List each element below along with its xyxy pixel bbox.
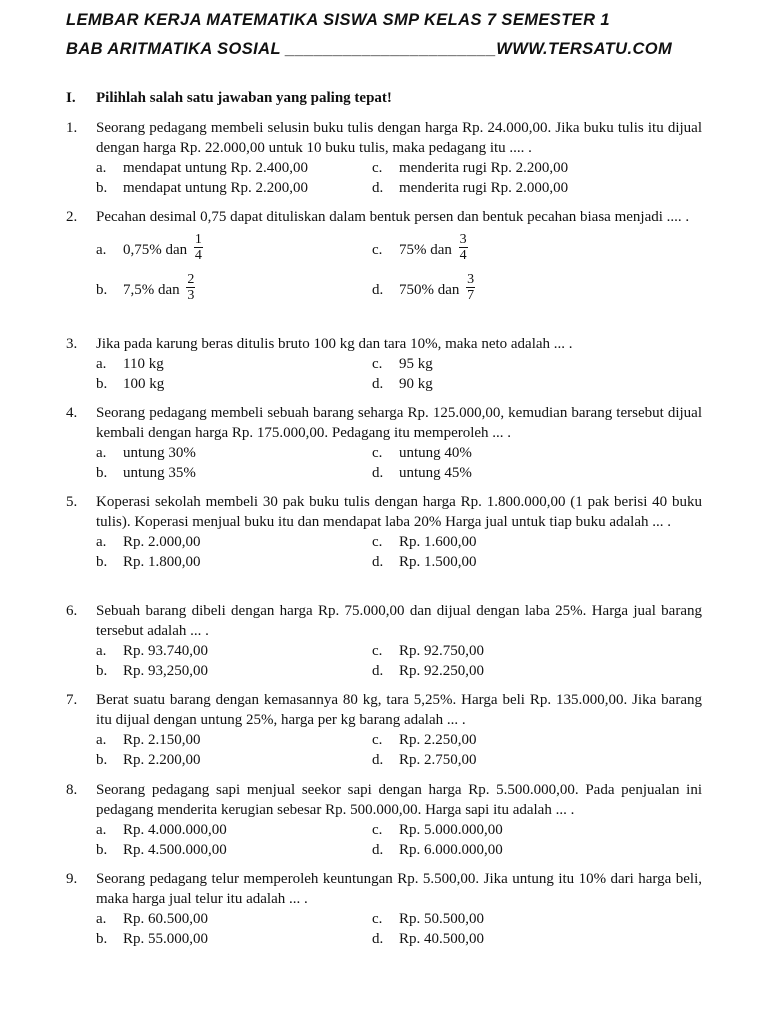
fraction-numerator: 3 <box>467 272 475 287</box>
fraction <box>459 232 468 263</box>
option-text: Rp. 4.500.000,00 <box>123 842 227 858</box>
option-d[interactable] <box>372 272 475 306</box>
option-d[interactable] <box>372 840 503 860</box>
option-text: Rp. 2.750,00 <box>399 752 477 768</box>
option-letter: d. <box>372 465 384 481</box>
option-text: Rp. 5.000.000,00 <box>399 822 503 838</box>
option-b[interactable] <box>96 272 195 306</box>
option-letter: a. <box>96 534 107 550</box>
option-text: untung 40% <box>399 445 472 461</box>
option-letter: d. <box>372 376 384 392</box>
option-letter: a. <box>96 911 107 927</box>
section-instruction: Pilihlah salah satu jawaban yang paling tepat! <box>96 90 392 106</box>
option-letter: b. <box>96 281 108 298</box>
answer-options <box>96 354 702 394</box>
option-d[interactable] <box>372 178 568 198</box>
option-b[interactable] <box>96 552 201 572</box>
question-4 <box>66 403 702 483</box>
fraction <box>194 232 203 263</box>
option-letter: b. <box>96 752 108 768</box>
answer-options <box>96 443 702 483</box>
option-a[interactable] <box>96 158 308 178</box>
fraction-numerator: 1 <box>194 232 202 247</box>
question-7 <box>66 690 702 770</box>
answer-options <box>96 641 702 681</box>
option-text: Rp. 4.000.000,00 <box>123 822 227 838</box>
option-letter: a. <box>96 356 107 372</box>
fraction-denominator: 4 <box>459 248 467 263</box>
fraction-numerator: 3 <box>459 232 467 247</box>
option-letter: b. <box>96 931 108 947</box>
fraction-denominator: 3 <box>187 288 195 303</box>
option-a[interactable] <box>96 354 164 374</box>
option-d[interactable] <box>372 661 484 681</box>
option-b[interactable] <box>96 178 308 198</box>
option-text: Rp. 55.000,00 <box>123 931 209 947</box>
option-letter: a. <box>96 732 107 748</box>
question-number: 8. <box>66 782 78 798</box>
option-c[interactable] <box>372 158 568 178</box>
question-3 <box>66 334 702 394</box>
option-a[interactable] <box>96 820 227 840</box>
option-c[interactable] <box>372 641 484 661</box>
option-text: untung 45% <box>399 465 472 481</box>
option-letter: b. <box>96 376 108 392</box>
option-text: Rp. 2.150,00 <box>123 732 201 748</box>
fraction <box>466 272 475 303</box>
option-text: mendapat untung Rp. 2.200,00 <box>123 180 308 196</box>
question-text: Seorang pedagang sapi menjual seekor sapi dengan harga Rp. 5.500.000,00. Pada penjualan ini pedagang menderita kerugian sebesar Rp. 500.000,00. Harga sapi itu adalah ... . <box>96 782 702 818</box>
option-letter: b. <box>96 663 108 679</box>
question-number: 4. <box>66 405 78 421</box>
answer-options <box>96 820 702 860</box>
option-text: Rp. 92.750,00 <box>399 643 485 659</box>
option-letter: d. <box>372 554 384 570</box>
option-text: Rp. 2.000,00 <box>123 534 201 550</box>
option-a[interactable] <box>96 909 208 929</box>
question-number: 3. <box>66 336 78 352</box>
option-letter: b. <box>96 180 108 196</box>
option-text: Rp. 93.740,00 <box>123 643 209 659</box>
option-letter: a. <box>96 160 107 176</box>
option-text: 90 kg <box>399 376 433 392</box>
option-text: 110 kg <box>123 356 164 372</box>
fraction-numerator: 2 <box>187 272 195 287</box>
option-b[interactable] <box>96 463 196 483</box>
option-letter: c. <box>372 822 383 838</box>
fraction-denominator: 4 <box>194 248 202 263</box>
question-text: Seorang pedagang membeli sebuah barang seharga Rp. 125.000,00, kemudian barang tersebut dijual kembali dengan harga Rp. 175.000,00. Pedagang itu memperoleh ... . <box>96 405 702 441</box>
option-a[interactable] <box>96 730 201 750</box>
answer-options <box>96 227 702 307</box>
option-text: 0,75% dan <box>123 241 188 258</box>
question-text: Sebuah barang dibeli dengan harga Rp. 75.000,00 dan dijual dengan laba 25%. Harga jual barang tersebut adalah ... . <box>96 603 702 639</box>
option-text: 7,5% dan <box>123 281 180 298</box>
option-text: untung 30% <box>123 445 196 461</box>
option-letter: b. <box>96 465 108 481</box>
option-d[interactable] <box>372 750 477 770</box>
question-text: Pecahan desimal 0,75 dapat dituliskan dalam bentuk persen dan bentuk pecahan biasa menjadi .... . <box>96 209 690 225</box>
option-letter: d. <box>372 180 384 196</box>
question-text: Berat suatu barang dengan kemasannya 80 kg, tara 5,25%. Harga beli Rp. 135.000,00. Jika barang itu dijual dengan untung 25%, harga per kg barang adalah ... . <box>96 692 702 728</box>
question-text: Koperasi sekolah membeli 30 pak buku tulis dengan harga Rp. 1.800.000,00 (1 pak berisi 40 buku tulis). Koperasi menjual buku itu dan mendapat laba 20% Harga jual untuk tiap buku adalah ... . <box>96 494 702 530</box>
option-letter: d. <box>372 752 384 768</box>
option-a[interactable] <box>96 232 203 266</box>
option-text: Rp. 1.600,00 <box>399 534 477 550</box>
option-b[interactable] <box>96 750 201 770</box>
option-text: mendapat untung Rp. 2.400,00 <box>123 160 308 176</box>
option-d[interactable] <box>372 929 484 949</box>
question-number: 2. <box>66 209 78 225</box>
option-letter: a. <box>96 241 107 258</box>
question-text: Seorang pedagang membeli selusin buku tulis dengan harga Rp. 24.000,00. Jika buku tulis itu dijual dengan harga Rp. 22.000,00 untuk 10 buku tulis, maka pedagang itu .... . <box>96 120 702 156</box>
option-c[interactable] <box>372 532 477 552</box>
option-text: Rp. 1.800,00 <box>123 554 201 570</box>
option-d[interactable] <box>372 552 477 572</box>
option-c[interactable] <box>372 820 503 840</box>
option-text: Rp. 1.500,00 <box>399 554 477 570</box>
option-c[interactable] <box>372 443 472 463</box>
question-text: Jika pada karung beras ditulis bruto 100 kg dan tara 10%, maka neto adalah ... . <box>96 336 573 352</box>
option-letter: d. <box>372 931 384 947</box>
option-letter: c. <box>372 445 383 461</box>
option-c[interactable] <box>372 354 433 374</box>
option-text: Rp. 6.000.000,00 <box>399 842 503 858</box>
option-text: menderita rugi Rp. 2.000,00 <box>399 180 569 196</box>
option-letter: c. <box>372 911 383 927</box>
option-letter: d. <box>372 842 384 858</box>
option-text: Rp. 2.250,00 <box>399 732 477 748</box>
question-8 <box>66 780 702 860</box>
answer-options <box>96 532 702 572</box>
option-text: 75% dan <box>399 241 452 258</box>
option-letter: c. <box>372 732 383 748</box>
option-b[interactable] <box>96 929 208 949</box>
option-text: menderita rugi Rp. 2.200,00 <box>399 160 569 176</box>
option-a[interactable] <box>96 443 196 463</box>
question-number: 7. <box>66 692 78 708</box>
option-text: untung 35% <box>123 465 196 481</box>
option-letter: c. <box>372 160 383 176</box>
option-b[interactable] <box>96 840 227 860</box>
option-letter: c. <box>372 643 383 659</box>
answer-options <box>96 909 702 949</box>
section-heading <box>66 90 392 107</box>
option-text: 95 kg <box>399 356 433 372</box>
question-number: 1. <box>66 120 78 136</box>
option-c[interactable] <box>372 909 484 929</box>
option-letter: a. <box>96 445 107 461</box>
option-letter: c. <box>372 534 383 550</box>
question-number: 6. <box>66 603 78 619</box>
option-letter: d. <box>372 281 384 298</box>
question-2 <box>66 207 702 307</box>
option-text: Rp. 93,250,00 <box>123 663 209 679</box>
option-text: Rp. 60.500,00 <box>123 911 209 927</box>
option-a[interactable] <box>96 532 201 552</box>
option-text: 100 kg <box>123 376 165 392</box>
option-text: Rp. 50.500,00 <box>399 911 485 927</box>
answer-options <box>96 730 702 770</box>
option-letter: a. <box>96 643 107 659</box>
option-letter: a. <box>96 822 107 838</box>
option-text: 750% dan <box>399 281 460 298</box>
option-c[interactable] <box>372 730 477 750</box>
question-5 <box>66 492 702 572</box>
option-text: Rp. 92.250,00 <box>399 663 485 679</box>
option-d[interactable] <box>372 374 433 394</box>
option-b[interactable] <box>96 374 164 394</box>
option-c[interactable] <box>372 232 468 266</box>
answer-options <box>96 158 702 198</box>
option-b[interactable] <box>96 661 208 681</box>
option-letter: c. <box>372 356 383 372</box>
fraction <box>186 272 195 303</box>
option-letter: b. <box>96 842 108 858</box>
question-1 <box>66 118 702 198</box>
option-d[interactable] <box>372 463 472 483</box>
question-6 <box>66 601 702 681</box>
option-text: Rp. 2.200,00 <box>123 752 201 768</box>
question-text: Seorang pedagang telur memperoleh keuntungan Rp. 5.500,00. Jika untung itu 10% dari harga beli, maka harga jual telur itu adalah ... . <box>96 871 702 907</box>
option-letter: b. <box>96 554 108 570</box>
fraction-denominator: 7 <box>467 288 475 303</box>
option-letter: c. <box>372 241 383 258</box>
option-text: Rp. 40.500,00 <box>399 931 485 947</box>
question-number: 9. <box>66 871 78 887</box>
worksheet-title: LEMBAR KERJA MATEMATIKA SISWA SMP KELAS 7 SEMESTER 1 <box>66 11 610 29</box>
question-number: 5. <box>66 494 78 510</box>
option-letter: d. <box>372 663 384 679</box>
option-a[interactable] <box>96 641 208 661</box>
worksheet-subtitle: BAB ARITMATIKA SOSIAL ______________________WWW.TERSATU.COM <box>66 40 673 58</box>
question-9 <box>66 869 702 949</box>
section-number: I. <box>66 90 76 106</box>
